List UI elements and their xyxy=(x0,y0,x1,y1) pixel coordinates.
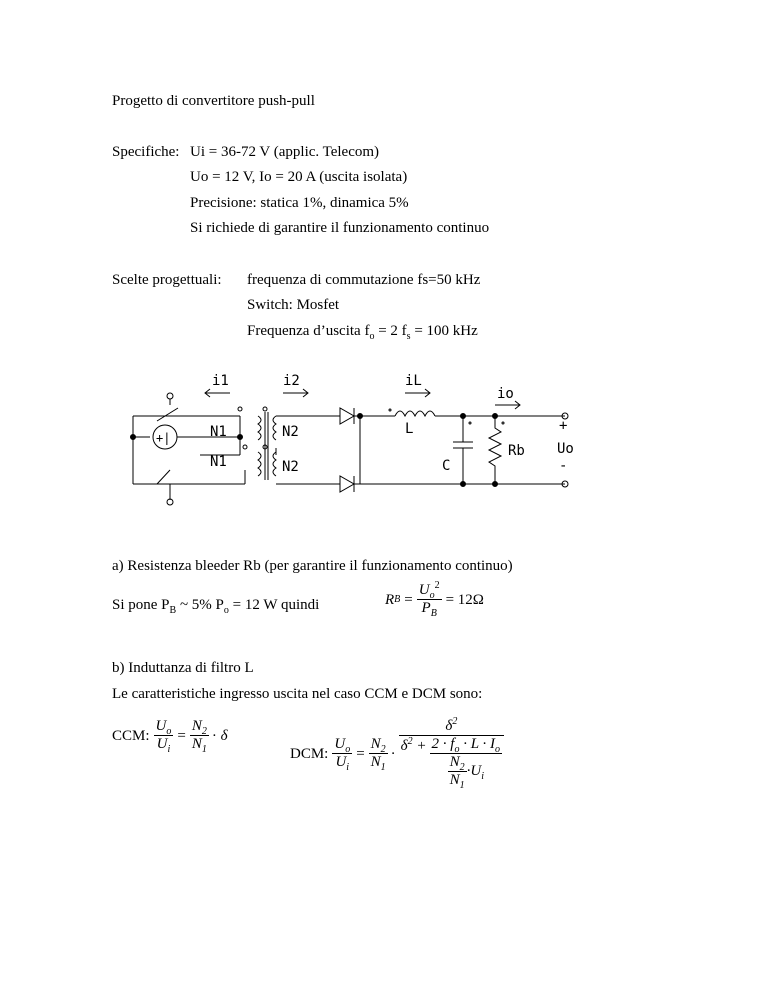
section-a-text-c: = 12 W quindi xyxy=(228,597,320,613)
section-a-sub-b: B xyxy=(169,605,177,616)
section-a-text-a: Si pone P xyxy=(112,597,170,613)
dcm-frac-n: $\frac{N_2}{N_1}$ xyxy=(370,736,386,773)
rb-den: P xyxy=(421,600,431,616)
section-a-heading: a) Resistenza bleeder Rb (per garantire il funzionamento continuo) xyxy=(112,558,513,574)
label-capacitor: C xyxy=(442,458,451,474)
label-i2: i2 xyxy=(283,373,300,389)
choice-line-3-c: = 100 kHz xyxy=(410,323,478,339)
rb-formula: R B = $\frac{U_o^2}{P_B}$ = 12Ω xyxy=(385,580,484,619)
dcm-formula: DCM: $\frac{U_o}{U_i}$ = $\frac{N_2}{N_1}$ · $\delta^2$ $\delta^2$ + $2 \cdot f_o \cdot L \cdot I_o$ $\frac{N_2}{N_1}$ $\cdot U_i$ xyxy=(290,718,504,789)
spec-line-3: Precisione: statica 1%, dinamica 5% xyxy=(190,195,409,211)
label-n2-bottom: N2 xyxy=(282,459,299,475)
section-b-heading: b) Induttanza di filtro L xyxy=(112,660,254,676)
spec-line-4: Si richiede di garantire il funzionamento continuo xyxy=(190,220,490,236)
rb-fraction xyxy=(417,582,442,617)
choice-line-3-sub-s: s xyxy=(406,331,411,342)
ccm-formula: CCM: $\frac{U_o}{U_i}$ = $\frac{N_2}{N_1}$ · δ xyxy=(112,718,228,755)
label-n1-bottom: N1 xyxy=(210,454,227,470)
choice-line-2: Switch: Mosfet xyxy=(247,297,340,313)
label-iL: iL xyxy=(405,373,422,389)
dcm-frac-left: $\frac{U_o}{U_i}$ xyxy=(334,736,351,773)
choice-line-1: frequenza di commutazione fs=50 kHz xyxy=(247,272,481,288)
label-i1: i1 xyxy=(212,373,229,389)
ccm-frac-right: $\frac{N_2}{N_1}$ xyxy=(191,718,207,755)
label-io: io xyxy=(497,386,514,402)
section-a-text xyxy=(112,596,319,614)
choice-line-3-b: = 2 f xyxy=(374,323,407,339)
ccm-label: CCM: xyxy=(112,727,150,744)
label-n2-top: N2 xyxy=(282,424,299,440)
ccm-frac-left: $\frac{U_o}{U_i}$ xyxy=(155,718,172,755)
source-symbol: +| xyxy=(156,431,171,445)
page-title: Progetto di convertitore push-pull xyxy=(112,93,315,109)
label-plus: + xyxy=(559,418,568,434)
choice-line-3-sub-o: o xyxy=(369,331,375,342)
section-a-text-b: ~ 5% P xyxy=(176,597,224,613)
specs-label: Specifiche: xyxy=(112,144,180,160)
choice-line-3-a: Frequenza d’uscita f xyxy=(247,323,370,339)
rb-num: U xyxy=(418,582,430,598)
choices-label: Scelte progettuali: xyxy=(112,272,222,288)
section-b-intro: Le caratteristiche ingresso uscita nel caso CCM e DCM sono: xyxy=(112,686,483,702)
label-n1-top: N1 xyxy=(210,424,227,440)
spec-line-2: Uo = 12 V, Io = 20 A (uscita isolata) xyxy=(190,169,408,185)
label-minus: - xyxy=(559,458,568,474)
label-uo: Uo xyxy=(557,441,574,457)
dcm-frac-main: $\delta^2$ $\delta^2$ + $2 \cdot f_o \cdot L \cdot I_o$ $\frac{N_2}{N_1}$ $\cdot U_i$ xyxy=(399,718,504,789)
rb-num-sub: o xyxy=(429,590,435,601)
rb-lhs: R xyxy=(385,591,395,608)
rb-den-sub: B xyxy=(430,608,437,619)
rb-num-sup: 2 xyxy=(434,580,440,591)
label-rb: Rb xyxy=(508,443,525,459)
spec-line-1: Ui = 36-72 V (applic. Telecom) xyxy=(190,144,380,160)
rb-result: = 12Ω xyxy=(445,591,484,608)
label-inductor: L xyxy=(405,421,414,437)
dcm-label: DCM: xyxy=(290,745,329,762)
section-a-sub-o: o xyxy=(223,605,229,616)
